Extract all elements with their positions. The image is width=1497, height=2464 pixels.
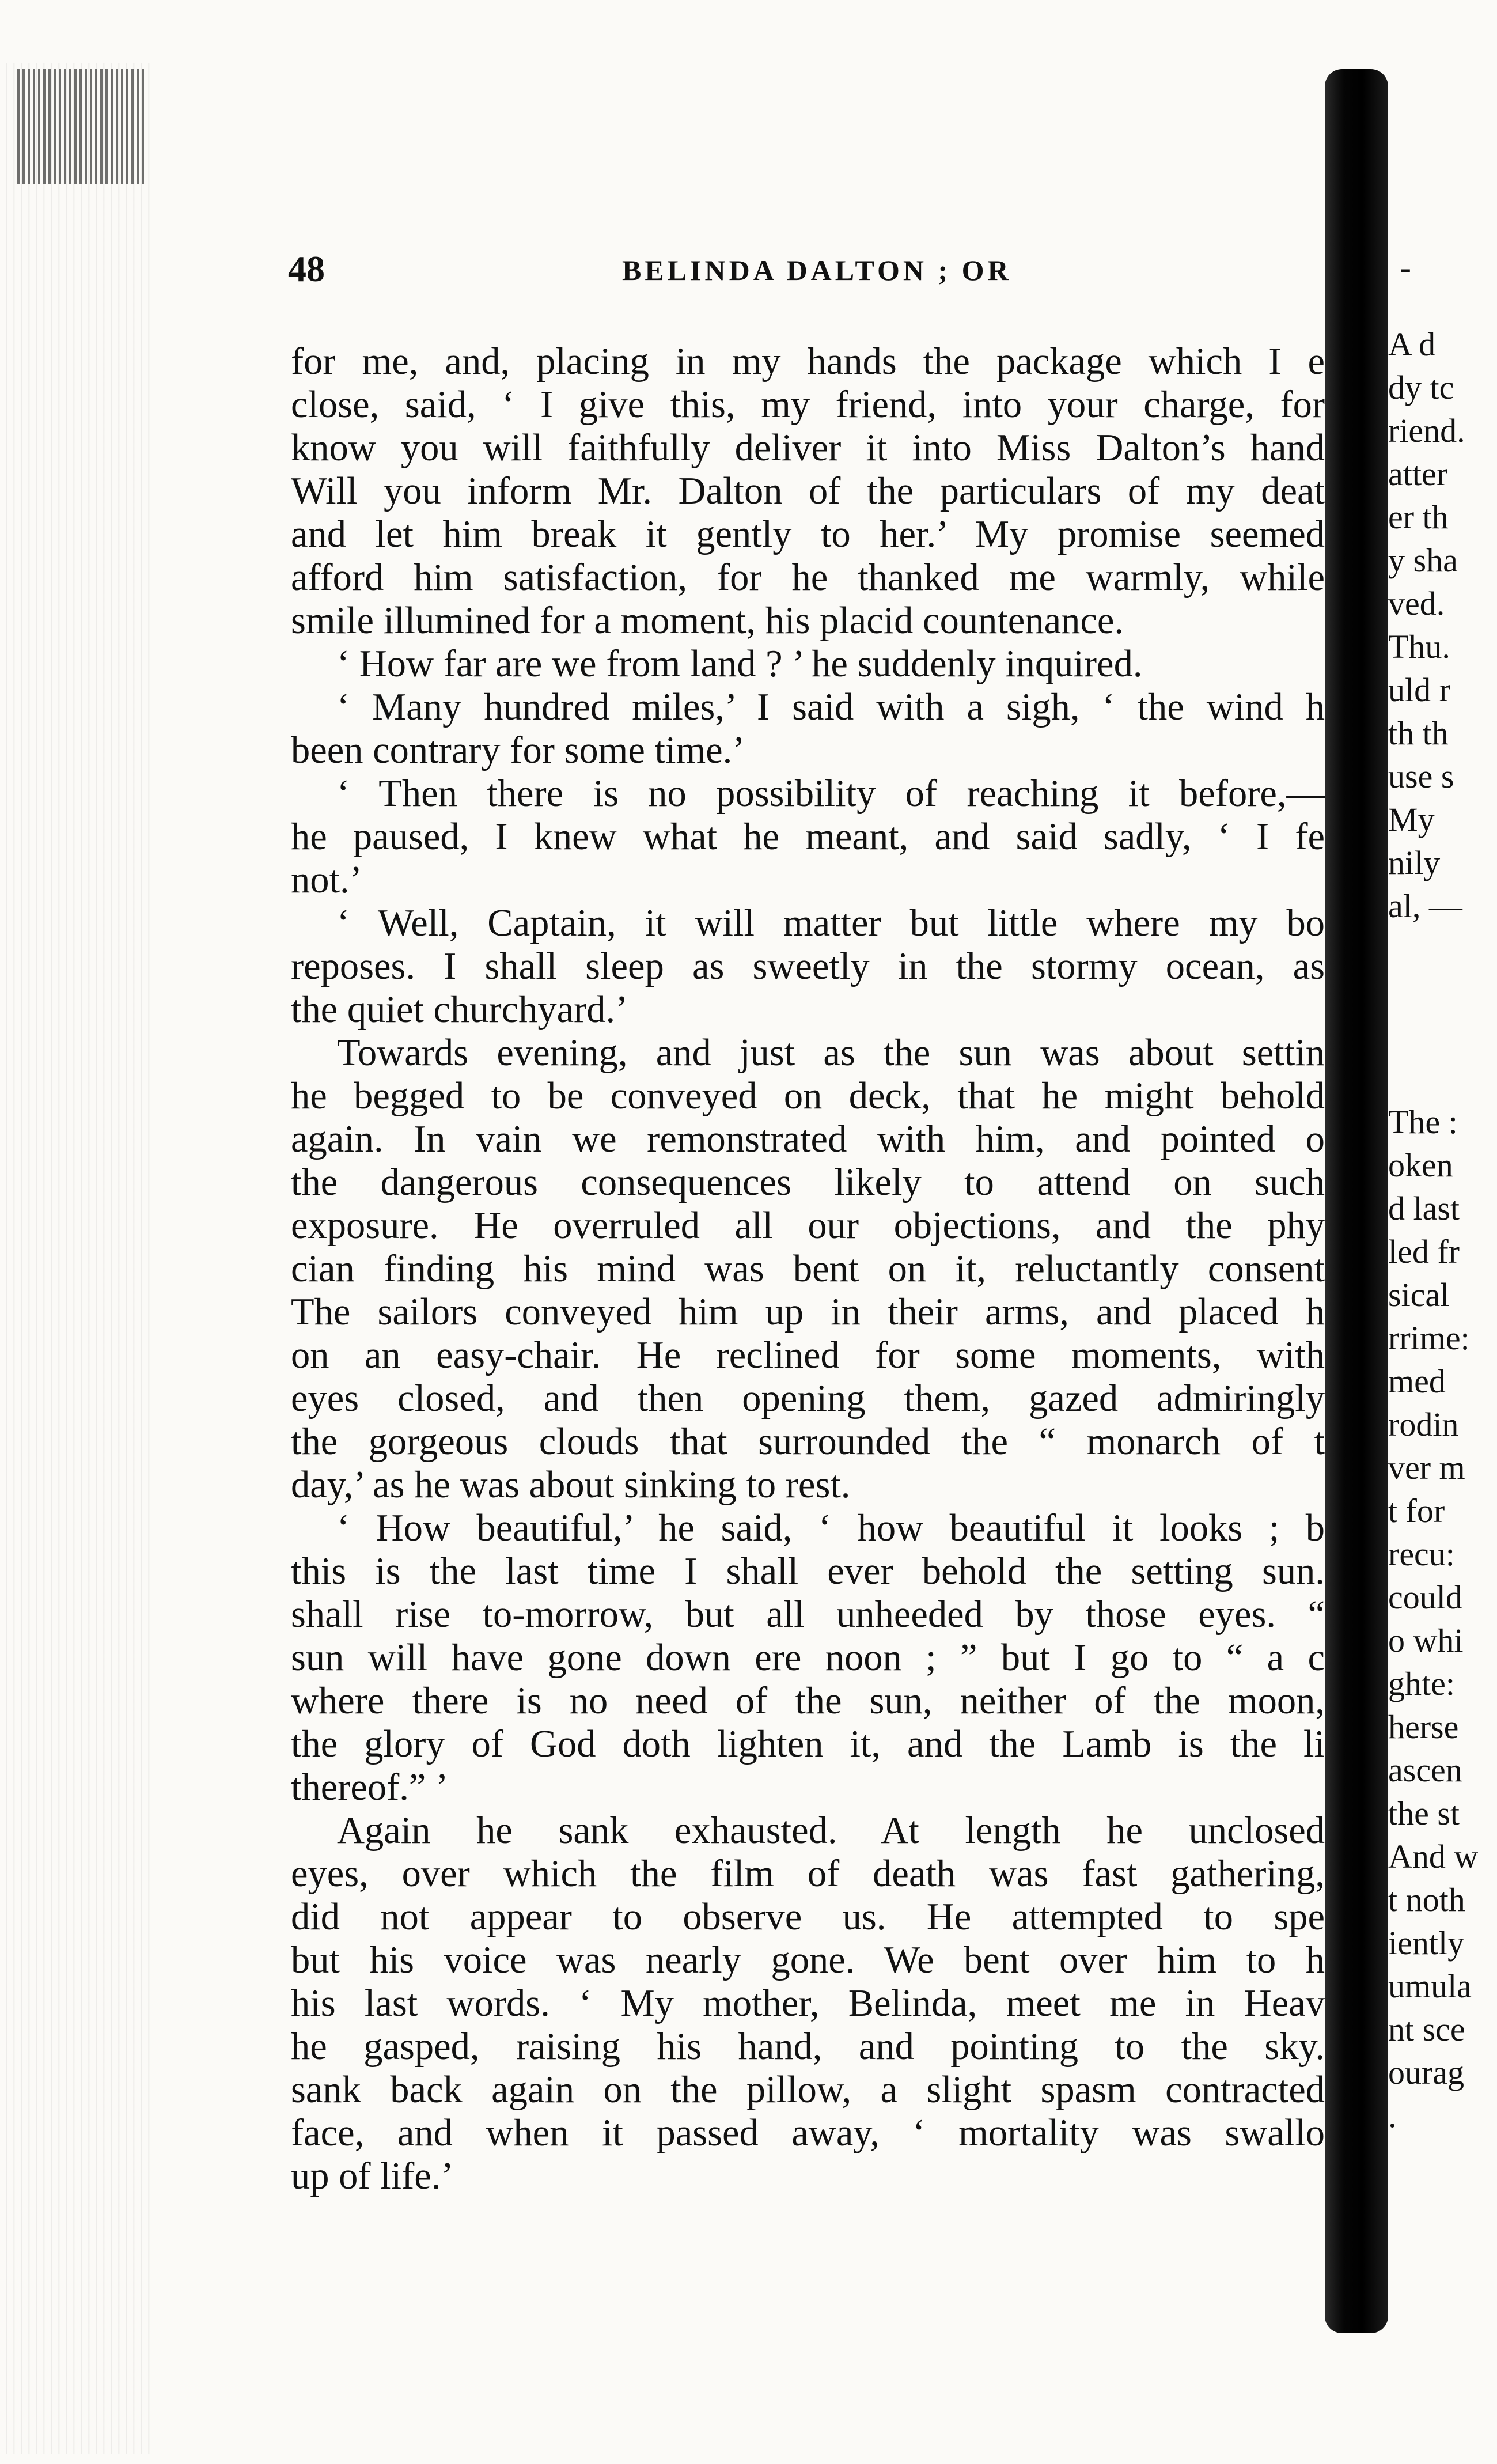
text-line: he begged to be conveyed on deck, that he might behold: [291, 1075, 1325, 1117]
text-line: eyes, over which the film of death was fast gathering,: [291, 1853, 1325, 1895]
facing-page-line: herse: [1388, 1708, 1459, 1746]
text-line: again. In vain we remonstrated with him, and pointed o: [291, 1118, 1325, 1160]
text-line: Towards evening, and just as the sun was about settin: [337, 1032, 1325, 1074]
facing-page-line: uld r: [1388, 671, 1450, 709]
text-line: sank back again on the pillow, a slight spasm contracted: [291, 2069, 1325, 2111]
text-line: know you will faithfully deliver it into Miss Dalton’s hand: [291, 427, 1325, 469]
text-line: afford him satisfaction, for he thanked me warmly, while: [291, 557, 1325, 599]
header-mark: -: [1400, 248, 1411, 286]
text-line: ‘ Many hundred miles,’ I said with a sigh, ‘ the wind h: [337, 686, 1325, 728]
facing-page-line: [1388, 1014, 1497, 1057]
text-line: the gorgeous clouds that surrounded the “ monarch of t: [291, 1421, 1325, 1463]
text-line: been contrary for some time.’: [291, 729, 745, 771]
facing-page-line: nily: [1388, 844, 1441, 881]
facing-page-line: nt sce: [1388, 2011, 1465, 2048]
text-line: but his voice was nearly gone. We bent over him to h: [291, 1939, 1325, 1981]
facing-page-line: rrime:: [1388, 1319, 1470, 1357]
facing-page-line: led fr: [1388, 1233, 1460, 1270]
text-line: The sailors conveyed him up in their arms, and placed h: [291, 1291, 1325, 1333]
facing-page-line: Thu.: [1388, 628, 1450, 665]
facing-page-line: And w: [1388, 1838, 1479, 1875]
gutter-binding-marks: [17, 69, 144, 184]
facing-page-fragment: [1388, 323, 1497, 2316]
facing-page-line: ourag: [1388, 2054, 1465, 2091]
facing-page-line: y sha: [1388, 542, 1458, 579]
text-line: sun will have gone down ere noon ; ” but I go to “ a c: [291, 1637, 1325, 1679]
page-number: 48: [288, 248, 325, 289]
facing-page-line: the st: [1388, 1795, 1460, 1832]
page-header: [288, 248, 1411, 294]
facing-page-line: al, —: [1388, 887, 1462, 925]
text-line: ‘ Then there is no possibility of reaching it before,—: [337, 773, 1325, 815]
text-line: his last words. ‘ My mother, Belinda, meet me in Heav: [291, 1982, 1325, 2024]
facing-page-line: oken: [1388, 1146, 1453, 1184]
text-line: not.’: [291, 859, 362, 901]
facing-page-line: iently: [1388, 1924, 1465, 1962]
facing-page-line: The :: [1388, 1103, 1458, 1141]
facing-page-line: A d: [1388, 325, 1436, 363]
facing-page-line: sical: [1388, 1276, 1450, 1314]
page-fold-shadow: [1325, 69, 1388, 2333]
facing-page-line: [1388, 971, 1497, 1014]
facing-page-line: t for: [1388, 1492, 1445, 1530]
facing-page-line: dy tc: [1388, 369, 1454, 406]
body-text: [291, 340, 1325, 2198]
text-line: close, said, ‘ I give this, my friend, into your charge, for: [291, 384, 1325, 426]
facing-page-line: ascen: [1388, 1751, 1462, 1789]
facing-page-line: .: [1388, 2097, 1397, 2134]
text-line: shall rise to-morrow, but all unheeded by those eyes. “: [291, 1594, 1325, 1636]
text-line: face, and when it passed away, ‘ mortality was swallo: [291, 2112, 1325, 2154]
facing-page-line: could: [1388, 1579, 1462, 1616]
facing-page-line: med: [1388, 1362, 1446, 1400]
facing-page-line: ver m: [1388, 1449, 1465, 1486]
text-line: Will you inform Mr. Dalton of the particulars of my deat: [291, 470, 1325, 512]
facing-page-line: recu:: [1388, 1535, 1455, 1573]
text-line: this is the last time I shall ever behold the setting sun.: [291, 1550, 1325, 1592]
text-line: where there is no need of the sun, neither of the moon,: [291, 1680, 1325, 1722]
text-line: he paused, I knew what he meant, and said sadly, ‘ I fe: [291, 816, 1325, 858]
facing-page-line: ghte:: [1388, 1665, 1455, 1702]
text-line: smile illumined for a moment, his placid countenance.: [291, 600, 1124, 642]
running-title: BELINDA DALTON ; OR: [622, 254, 1012, 286]
facing-page-line: umula: [1388, 1967, 1472, 2005]
facing-page-line: rodin: [1388, 1406, 1459, 1443]
text-line: thereof.” ’: [291, 1766, 449, 1808]
facing-page-line: My: [1388, 801, 1435, 838]
text-line: the glory of God doth lighten it, and the Lamb is the li: [291, 1723, 1325, 1765]
text-line: up of life.’: [291, 2155, 454, 2197]
text-line: eyes closed, and then opening them, gazed admiringly: [291, 1377, 1325, 1420]
text-line: the quiet churchyard.’: [291, 989, 628, 1031]
text-line: ‘ How far are we from land ? ’ he suddenly inquired.: [337, 643, 1143, 685]
text-line: reposes. I shall sleep as sweetly in the stormy ocean, as: [291, 945, 1325, 987]
facing-page-line: riend.: [1388, 412, 1465, 449]
text-line: and let him break it gently to her.’ My promise seemed: [291, 513, 1325, 555]
facing-page-line: er th: [1388, 498, 1449, 536]
facing-page-line: [1388, 928, 1497, 971]
facing-page-line: [1388, 1057, 1497, 1100]
text-line: Again he sank exhausted. At length he unclosed: [337, 1810, 1325, 1852]
facing-page-line: th th: [1388, 714, 1449, 752]
text-line: for me, and, placing in my hands the package which I e: [291, 340, 1325, 383]
text-line: he gasped, raising his hand, and pointing to the sky.: [291, 2026, 1325, 2068]
facing-page-line: o whi: [1388, 1622, 1464, 1659]
text-line: cian finding his mind was bent on it, reluctantly consent: [291, 1248, 1325, 1290]
text-line: ‘ How beautiful,’ he said, ‘ how beautiful it looks ; b: [337, 1507, 1325, 1549]
facing-page-line: atter: [1388, 455, 1448, 493]
left-gutter-scan-noise: [0, 63, 156, 2454]
facing-page-line: use s: [1388, 758, 1454, 795]
text-line: exposure. He overruled all our objections, and the phy: [291, 1205, 1325, 1247]
text-line: on an easy-chair. He reclined for some moments, with: [291, 1334, 1325, 1376]
text-line: day,’ as he was about sinking to rest.: [291, 1464, 851, 1506]
facing-page-line: d last: [1388, 1190, 1460, 1227]
facing-page-line: ved.: [1388, 585, 1445, 622]
text-line: the dangerous consequences likely to attend on such: [291, 1161, 1325, 1203]
text-line: ‘ Well, Captain, it will matter but little where my bo: [337, 902, 1325, 944]
facing-page-line: t noth: [1388, 1881, 1465, 1918]
text-line: did not appear to observe us. He attempted to spe: [291, 1896, 1325, 1938]
